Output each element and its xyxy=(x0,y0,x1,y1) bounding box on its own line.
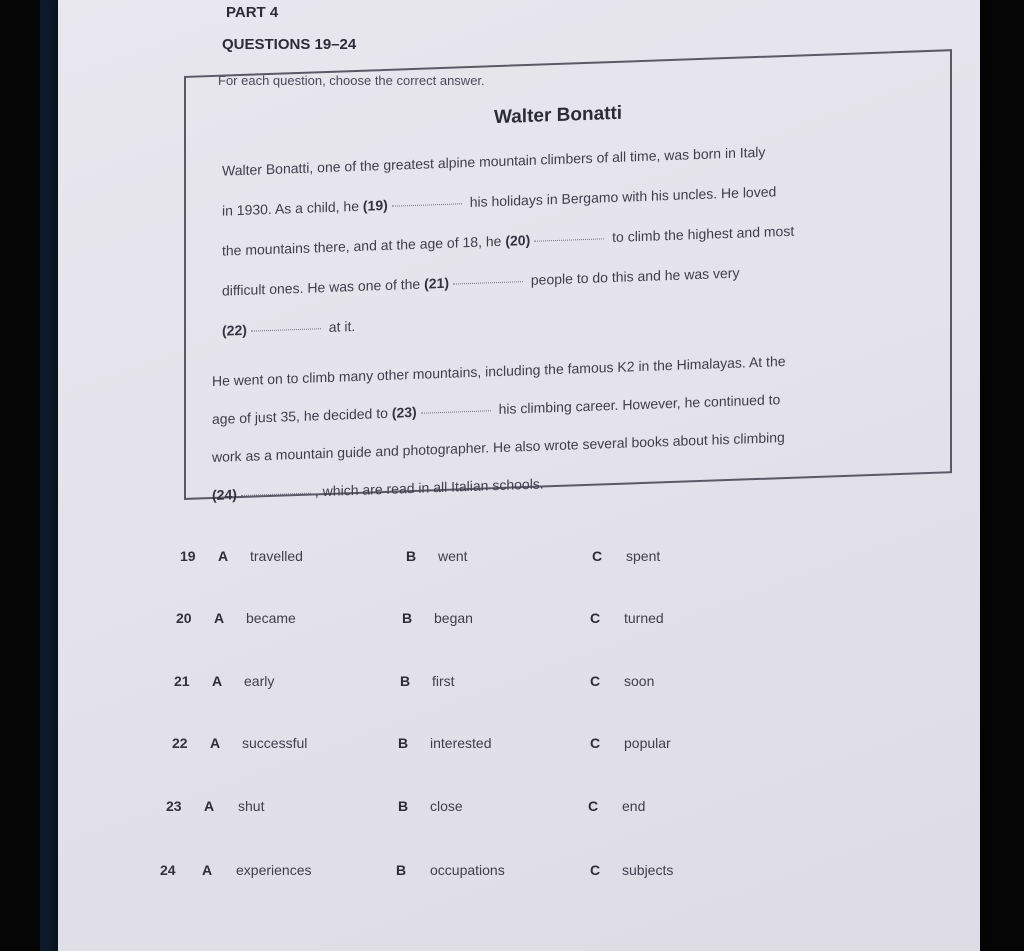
option-c-text[interactable]: subjects xyxy=(622,862,674,878)
instruction-text: For each question, choose the correct answer. xyxy=(218,73,485,88)
exam-page xyxy=(58,0,980,951)
option-c-text[interactable]: soon xyxy=(624,673,655,689)
question-number: 19 xyxy=(180,548,196,564)
answer-options xyxy=(58,0,980,951)
option-b-text[interactable]: occupations xyxy=(430,862,505,878)
option-b-text[interactable]: interested xyxy=(430,735,492,751)
option-letter-a[interactable]: A xyxy=(212,673,223,689)
option-letter-c[interactable]: C xyxy=(590,862,601,878)
question-number: 21 xyxy=(174,673,190,689)
option-letter-b[interactable]: B xyxy=(402,610,413,626)
option-row-19 xyxy=(180,548,800,572)
questions-heading: QUESTIONS 19–24 xyxy=(222,36,357,53)
passage-text: his holidays in Bergamo with his uncles. He loved xyxy=(469,183,777,211)
option-a-text[interactable]: shut xyxy=(238,798,265,814)
option-a-text[interactable]: successful xyxy=(242,735,308,751)
passage-text: in 1930. As a child, he xyxy=(222,197,359,219)
gap-number-20: (20) xyxy=(505,231,531,249)
option-b-text[interactable]: began xyxy=(434,610,473,626)
passage-text: difficult ones. He was one of the xyxy=(222,275,421,299)
option-c-text[interactable]: popular xyxy=(624,735,671,751)
passage-text: people to do this and he was very xyxy=(530,264,740,288)
part-heading: PART 4 xyxy=(226,4,279,21)
passage-text: He went on to climb many other mountains, including the famous K2 in the Himalayas. At the xyxy=(212,352,786,390)
option-letter-b[interactable]: B xyxy=(400,673,411,689)
option-c-text[interactable]: spent xyxy=(626,548,661,564)
option-row-23 xyxy=(166,798,786,822)
option-letter-a[interactable]: A xyxy=(214,610,225,626)
passage-text: at it. xyxy=(328,318,356,335)
option-letter-c[interactable]: C xyxy=(590,735,601,751)
option-letter-a[interactable]: A xyxy=(218,548,229,564)
gap-number-23: (23) xyxy=(391,403,417,421)
gap-number-24: (24) xyxy=(212,486,237,504)
option-b-text[interactable]: close xyxy=(430,798,463,814)
option-a-text[interactable]: early xyxy=(244,673,275,689)
passage-text: age of just 35, he decided to xyxy=(212,404,388,428)
option-row-21 xyxy=(174,673,794,697)
option-letter-b[interactable]: B xyxy=(398,735,409,751)
option-a-text[interactable]: experiences xyxy=(236,862,312,878)
gap-number-19: (19) xyxy=(362,196,388,214)
gap-number-22: (22) xyxy=(222,321,247,339)
question-number: 24 xyxy=(160,862,176,878)
option-letter-c[interactable]: C xyxy=(588,798,599,814)
option-letter-c[interactable]: C xyxy=(590,673,601,689)
passage-text: , which are read in all Italian schools. xyxy=(314,475,544,500)
option-row-24 xyxy=(160,862,780,886)
question-number: 22 xyxy=(172,735,188,751)
option-letter-b[interactable]: B xyxy=(406,548,417,564)
passage-text: the mountains there, and at the age of 18, he xyxy=(222,232,502,259)
passage-text: to climb the highest and most xyxy=(612,222,795,246)
option-b-text[interactable]: first xyxy=(432,673,455,689)
option-a-text[interactable]: became xyxy=(246,610,296,626)
passage-text: work as a mountain guide and photographer. He also wrote several books about his climbing xyxy=(212,429,785,466)
passage-title: Walter Bonatti xyxy=(494,102,623,129)
question-number: 23 xyxy=(166,798,182,814)
option-letter-a[interactable]: A xyxy=(204,798,215,814)
option-letter-c[interactable]: C xyxy=(590,610,601,626)
option-row-22 xyxy=(172,735,792,759)
passage-text: Walter Bonatti, one of the greatest alpine mountain climbers of all time, was born in Italy xyxy=(222,143,766,179)
option-letter-b[interactable]: B xyxy=(398,798,409,814)
option-letter-c[interactable]: C xyxy=(592,548,603,564)
option-letter-a[interactable]: A xyxy=(202,862,213,878)
gap-number-21: (21) xyxy=(424,274,449,292)
option-b-text[interactable]: went xyxy=(438,548,468,564)
option-letter-b[interactable]: B xyxy=(396,862,407,878)
question-number: 20 xyxy=(176,610,192,626)
passage-text: his climbing career. However, he continued to xyxy=(498,391,781,418)
option-c-text[interactable]: turned xyxy=(624,610,664,626)
option-c-text[interactable]: end xyxy=(622,798,646,814)
option-row-20 xyxy=(176,610,796,634)
option-a-text[interactable]: travelled xyxy=(250,548,303,564)
option-letter-a[interactable]: A xyxy=(210,735,221,751)
